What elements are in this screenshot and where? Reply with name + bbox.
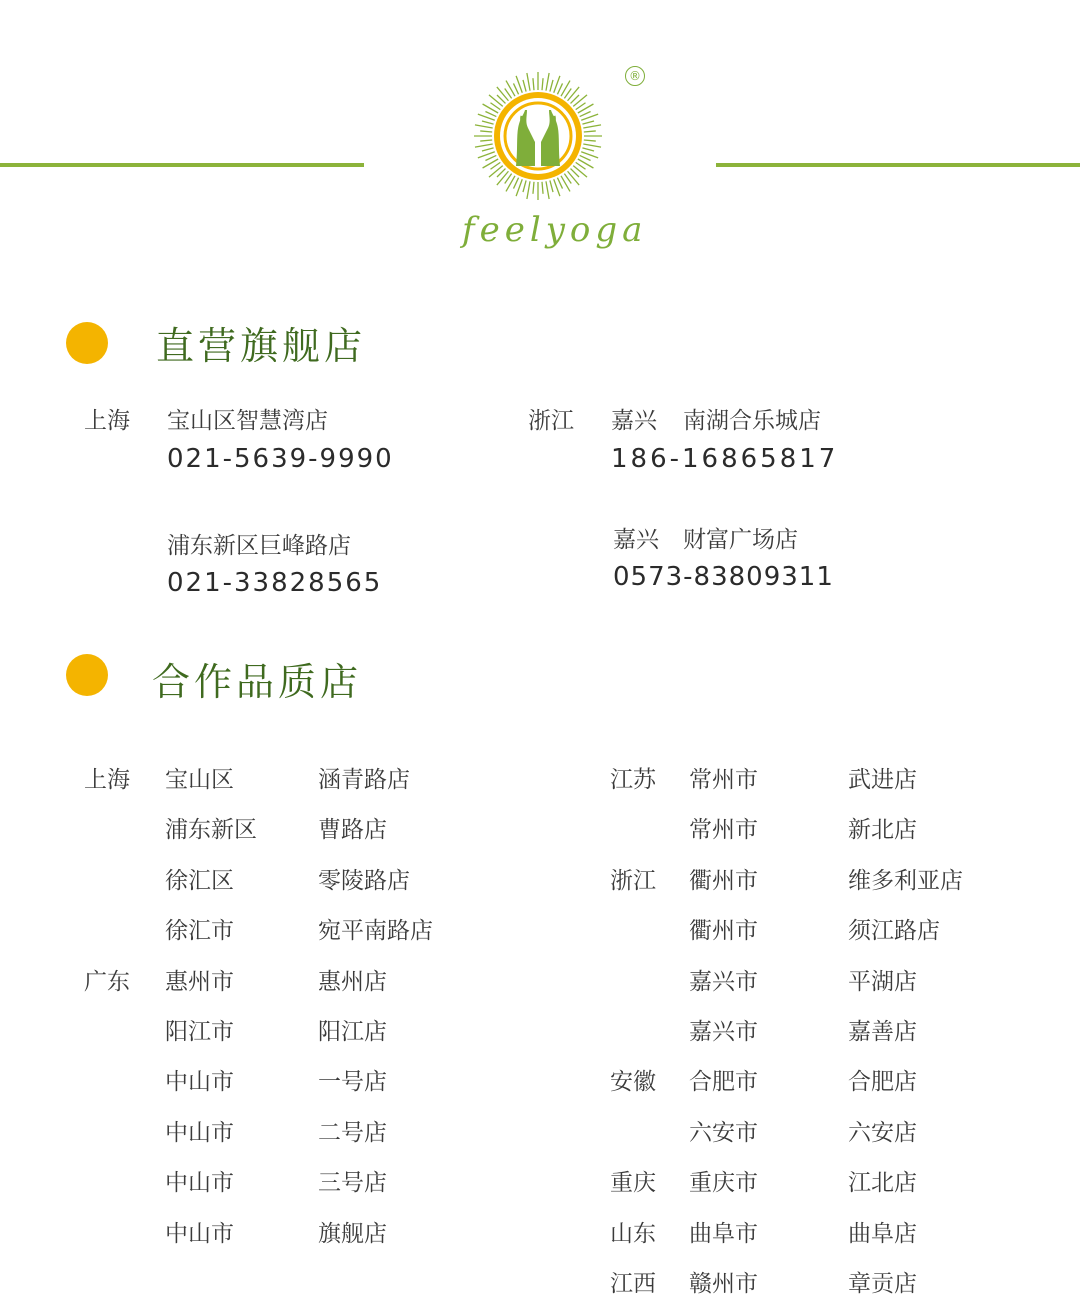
store-label: 章贡店 xyxy=(848,1271,917,1297)
province-label: 安徽 xyxy=(610,1069,656,1096)
store-label: 一号店 xyxy=(318,1069,387,1096)
city-label: 曲阜市 xyxy=(689,1220,758,1247)
city-label: 中山市 xyxy=(165,1069,234,1096)
province-label: 江西 xyxy=(610,1271,656,1297)
city-label: 浦东新区 xyxy=(165,817,257,844)
store-name: 财富广场店 xyxy=(683,527,798,553)
province-label: 上海 xyxy=(84,767,130,793)
region-label-zhejiang: 浙江 xyxy=(528,408,574,434)
store-label: 惠州店 xyxy=(318,968,387,995)
city-label: 中山市 xyxy=(165,1119,234,1146)
city-label: 六安市 xyxy=(689,1119,758,1146)
region-label-shanghai: 上海 xyxy=(84,408,130,434)
store-city: 嘉兴 xyxy=(611,408,657,434)
store-phone: 021-33828565 xyxy=(167,568,383,598)
city-label: 常州市 xyxy=(689,767,758,793)
province-label: 浙江 xyxy=(610,867,656,894)
feelyoga-logo xyxy=(472,70,604,202)
store-label: 武进店 xyxy=(848,767,917,793)
section-bullet-partner xyxy=(66,654,108,696)
section-bullet-direct xyxy=(66,322,108,364)
store-label: 宛平南路店 xyxy=(318,918,433,945)
store-label: 六安店 xyxy=(848,1119,917,1146)
store-label: 二号店 xyxy=(318,1119,387,1146)
store-phone: 186-16865817 xyxy=(611,444,839,474)
store-label: 三号店 xyxy=(318,1170,387,1197)
city-label: 嘉兴市 xyxy=(689,968,758,995)
store-label: 须江路店 xyxy=(848,918,940,945)
store-label: 江北店 xyxy=(848,1170,917,1197)
store-label: 阳江店 xyxy=(318,1019,387,1045)
city-label: 徐汇区 xyxy=(165,867,234,894)
city-label: 衢州市 xyxy=(689,867,758,894)
city-label: 徐汇市 xyxy=(165,918,234,945)
store-label: 旗舰店 xyxy=(318,1220,387,1247)
store-phone: 021-5639-9990 xyxy=(167,444,394,474)
city-label: 中山市 xyxy=(165,1220,234,1247)
store-label: 维多利亚店 xyxy=(848,867,963,894)
city-label: 惠州市 xyxy=(165,968,234,995)
city-label: 嘉兴市 xyxy=(689,1019,758,1045)
store-label: 曲阜店 xyxy=(848,1220,917,1247)
province-label: 山东 xyxy=(610,1220,656,1247)
header-rule-right xyxy=(716,163,1080,167)
section-title-direct: 直营旗舰店 xyxy=(156,324,367,368)
store-name: 南湖合乐城店 xyxy=(683,408,821,434)
store-phone: 0573-83809311 xyxy=(613,562,834,592)
store-label: 零陵路店 xyxy=(318,867,410,894)
store-label: 涵青路店 xyxy=(318,767,410,793)
province-label: 重庆 xyxy=(610,1170,656,1197)
store-name: 宝山区智慧湾店 xyxy=(167,408,328,434)
store-label: 嘉善店 xyxy=(848,1019,917,1045)
store-label: 合肥店 xyxy=(848,1069,917,1096)
city-label: 中山市 xyxy=(165,1170,234,1197)
store-city: 嘉兴 xyxy=(613,527,659,553)
store-name: 浦东新区巨峰路店 xyxy=(167,533,351,559)
province-label: 江苏 xyxy=(610,767,656,793)
store-label: 新北店 xyxy=(848,817,917,844)
city-label: 赣州市 xyxy=(689,1271,758,1297)
brand-wordmark: feelyoga xyxy=(462,210,648,250)
store-label: 曹路店 xyxy=(318,817,387,844)
city-label: 阳江市 xyxy=(165,1019,234,1045)
city-label: 衢州市 xyxy=(689,918,758,945)
city-label: 重庆市 xyxy=(689,1170,758,1197)
city-label: 合肥市 xyxy=(689,1069,758,1096)
section-title-partner: 合作品质店 xyxy=(152,660,363,704)
city-label: 常州市 xyxy=(689,817,758,844)
registered-mark: ® xyxy=(625,66,645,86)
city-label: 宝山区 xyxy=(165,767,234,793)
province-label: 广东 xyxy=(84,968,130,995)
store-label: 平湖店 xyxy=(848,968,917,995)
header-rule-left xyxy=(0,163,364,167)
